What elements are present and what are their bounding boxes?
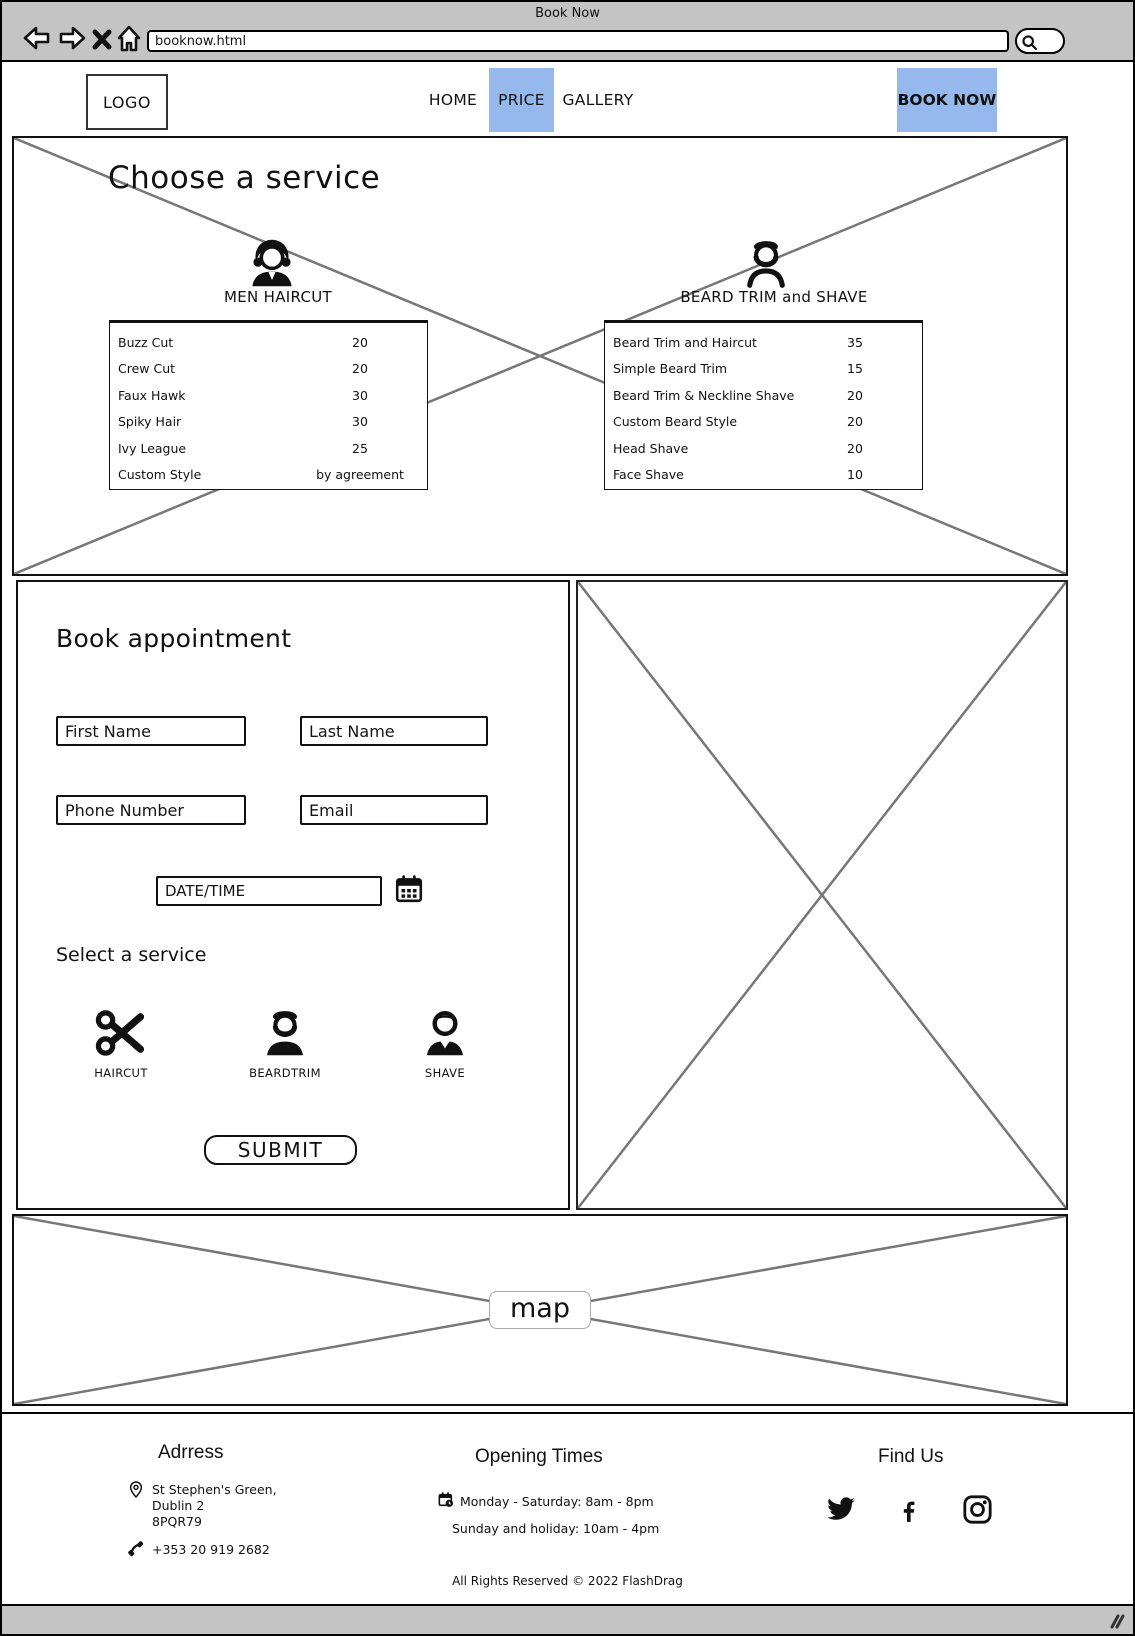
price-row: Beard Trim & Neckline Shave 20 (613, 387, 863, 403)
last-name-input[interactable] (300, 716, 488, 746)
beard-trim-label: BEARD TRIM and SHAVE (680, 288, 868, 306)
email-input[interactable] (300, 795, 488, 825)
logo (86, 74, 168, 130)
home-icon (114, 24, 144, 54)
booking-title: Book appointment (56, 624, 292, 653)
men-haircut-icon (246, 238, 298, 292)
submit-button[interactable]: SUBMIT (204, 1135, 357, 1165)
search-icon (1020, 33, 1040, 53)
price-row: Custom Beard Style 20 (613, 414, 863, 430)
home-button[interactable] (114, 24, 144, 54)
search-button[interactable] (1015, 28, 1065, 54)
map-section (12, 1214, 1068, 1406)
select-service-label: Select a service (56, 944, 207, 966)
instagram-icon (962, 1494, 993, 1525)
service-option-haircut[interactable] (66, 1007, 176, 1080)
nav-item-price[interactable]: PRICE (489, 68, 554, 132)
image-placeholder (576, 580, 1068, 1210)
address-line: Dublin 2 (152, 1498, 205, 1513)
service-option-beardtrim[interactable] (230, 1007, 340, 1080)
facebook-icon (896, 1494, 922, 1526)
address-lines (152, 1482, 277, 1530)
price-row: Buzz Cut 20 (118, 334, 368, 350)
opening-hours-weekday: Monday - Saturday: 8am - 8pm (460, 1494, 654, 1509)
location-pin-icon (128, 1480, 144, 1504)
services-title: Choose a service (108, 160, 381, 196)
address-title: Adrress (158, 1442, 224, 1463)
price-row: Faux Hawk 30 (118, 387, 368, 403)
calendar-icon (394, 874, 424, 904)
beard-trim-icon (742, 238, 790, 292)
address-line: St Stephen's Green, (152, 1482, 277, 1497)
facebook-link[interactable] (896, 1494, 922, 1529)
price-row: Custom Style by agreement (118, 467, 404, 483)
scissors-icon (95, 1007, 147, 1059)
price-row: Simple Beard Trim 15 (613, 361, 863, 377)
datetime-calendar-button[interactable] (394, 874, 424, 904)
datetime-input[interactable] (156, 876, 382, 906)
book-now-button[interactable]: BOOK NOW (897, 68, 997, 132)
nav-item-gallery[interactable]: GALLERY (562, 91, 634, 109)
back-button[interactable] (22, 24, 52, 54)
price-row: Spiky Hair 30 (118, 414, 368, 430)
price-row: Crew Cut 20 (118, 361, 368, 377)
status-bar (2, 1604, 1133, 1636)
men-haircut-price-table (109, 320, 428, 490)
opening-hours-weekend: Sunday and holiday: 10am - 4pm (452, 1521, 660, 1536)
logo-text: LOGO (103, 92, 151, 112)
phone-number: +353 20 919 2682 (152, 1542, 270, 1557)
service-option-shave[interactable] (390, 1007, 500, 1080)
phone-icon (127, 1540, 144, 1561)
service-option-label: HAIRCUT (94, 1066, 148, 1080)
twitter-icon (824, 1494, 858, 1524)
services-section (12, 136, 1068, 576)
price-row: Ivy League 25 (118, 440, 368, 456)
instagram-link[interactable] (962, 1494, 993, 1528)
men-haircut-label: MEN HAIRCUT (224, 288, 332, 306)
back-arrow-icon (22, 24, 52, 54)
forward-button[interactable] (57, 24, 87, 54)
resize-grip-icon[interactable] (1105, 1612, 1125, 1634)
stop-x-icon (90, 24, 114, 54)
beardtrim-icon (261, 1007, 309, 1059)
opening-times-title: Opening Times (475, 1446, 603, 1467)
navbar (2, 64, 1133, 136)
twitter-link[interactable] (824, 1494, 858, 1527)
price-row: Face Shave 10 (613, 467, 863, 483)
booking-form-section (16, 580, 570, 1210)
price-row: Beard Trim and Haircut 35 (613, 334, 863, 350)
copyright-text: All Rights Reserved © 2022 FlashDrag (452, 1574, 683, 1588)
phone-input[interactable] (56, 795, 246, 825)
service-option-label: SHAVE (424, 1066, 466, 1080)
forward-arrow-icon (57, 24, 87, 54)
footer (2, 1412, 1133, 1604)
price-row: Head Shave 20 (613, 440, 863, 456)
stop-button[interactable] (90, 24, 114, 54)
beard-trim-price-table (604, 320, 923, 490)
service-option-label: BEARDTRIM (249, 1066, 321, 1080)
first-name-input[interactable] (56, 716, 246, 746)
map-placeholder-label: map (489, 1291, 591, 1329)
placeholder-cross-lines (578, 582, 1066, 1208)
window-title: Book Now (535, 6, 600, 21)
address-line: 8PQR79 (152, 1514, 202, 1529)
calendar-clock-icon (438, 1492, 454, 1512)
find-us-title: Find Us (878, 1446, 944, 1467)
shave-icon (421, 1007, 469, 1059)
browser-chrome (2, 2, 1133, 62)
url-input[interactable] (147, 30, 1009, 52)
nav-item-home[interactable]: HOME (428, 91, 478, 109)
